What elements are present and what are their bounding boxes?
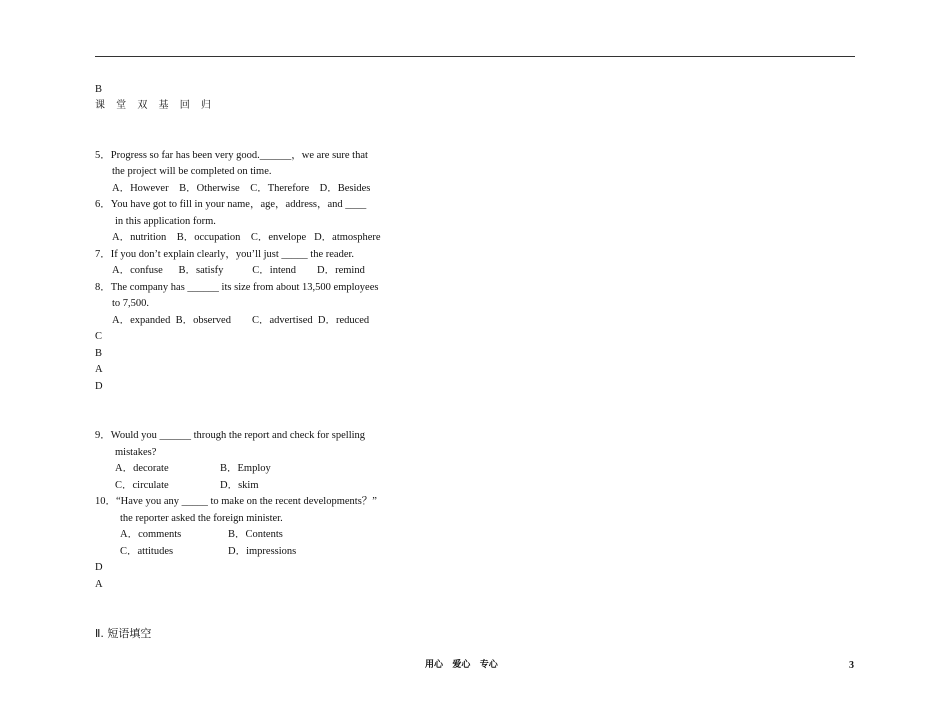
question-9-option-d: D．skim (220, 480, 259, 491)
page-number: 3 (849, 660, 854, 671)
question-10-option-b: B．Contents (228, 529, 283, 540)
question-7-line1: 7．If you don’t explain clearly，you’ll just _____ the reader. (95, 249, 355, 260)
footer-motto: 用心 爱心 专心 (425, 660, 498, 670)
answer-7: A (95, 364, 103, 375)
question-9-line2: mistakes? (115, 447, 157, 458)
question-10-line1: 10．“Have you any _____ to make on the recent developments？” (95, 496, 377, 507)
question-8-options: A．expanded B．observed C．advertised D．reduced (112, 315, 370, 326)
question-10-option-d: D．impressions (228, 546, 297, 557)
header-rule (95, 56, 855, 57)
answer-9: D (95, 562, 103, 573)
answer-6: B (95, 348, 103, 359)
answer-10: A (95, 579, 103, 590)
question-10-option-c: C．attitudes (120, 546, 174, 557)
question-5-options: A．However B．Otherwise C．Therefore D．Besides (112, 183, 371, 194)
question-6-line2: in this application form. (115, 216, 216, 227)
question-8-line2: to 7,500. (112, 298, 150, 309)
part-letter: B (95, 84, 103, 95)
question-8-line1: 8．The company has ______ its size from about 13,500 employees (95, 282, 379, 293)
question-9-option-c: C．circulate (115, 480, 169, 491)
question-5-line2: the project will be completed on time. (112, 166, 272, 177)
question-7-options: A．confuse B．satisfy C．intend D．remind (112, 265, 365, 276)
question-9-option-a: A．decorate (115, 463, 169, 474)
question-6-options: A．nutrition B．occupation C．envelope D．atmosphere (112, 232, 381, 243)
answer-5: C (95, 331, 103, 342)
question-9-line1: 9．Would you ______ through the report and check for spelling (95, 430, 366, 441)
question-9-option-b: B．Employ (220, 463, 271, 474)
question-6-line1: 6．You have got to fill in your name，age，address，and ____ (95, 199, 367, 210)
section-2-title: Ⅱ. 短语填空 (95, 627, 152, 640)
question-10-line2: the reporter asked the foreign minister. (120, 513, 283, 524)
question-10-option-a: A．comments (120, 529, 182, 540)
section-title: 课 堂 双 基 回 归 (95, 100, 215, 111)
answer-8: D (95, 381, 103, 392)
question-5-line1: 5．Progress so far has been very good.______，we are sure that (95, 150, 368, 161)
